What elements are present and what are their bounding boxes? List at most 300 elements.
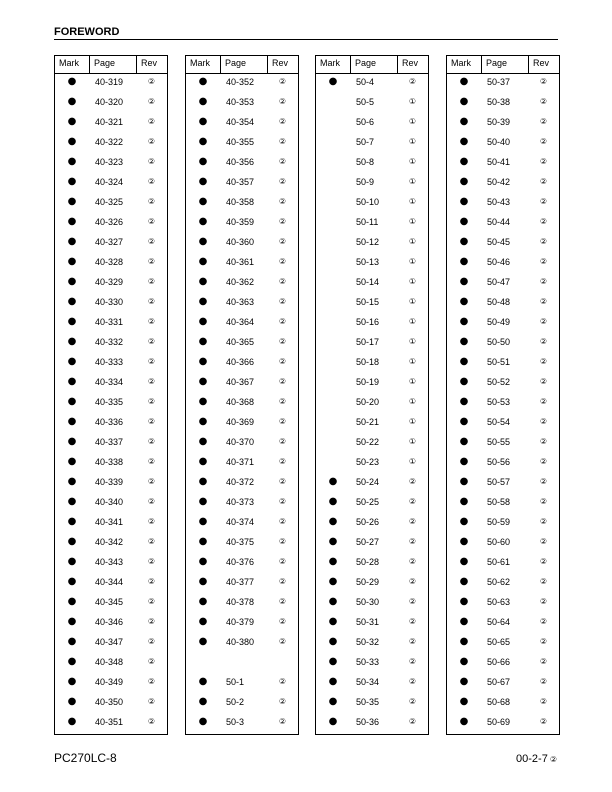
page-cell: 40-358 <box>226 197 255 207</box>
page-cell: 40-337 <box>95 437 124 447</box>
rev-cell: ② <box>278 317 287 326</box>
page-cell: 50-20 <box>356 397 380 407</box>
table-row <box>316 334 428 354</box>
table-row <box>316 114 428 134</box>
rev-cell: ① <box>408 277 417 286</box>
rev-cell: ② <box>278 297 287 306</box>
table-row <box>55 374 167 394</box>
rev-cell <box>267 654 298 674</box>
table-row <box>316 654 428 674</box>
mark-cell: ● <box>67 376 77 387</box>
page-cell: 40-343 <box>95 557 124 567</box>
page-cell: 50-12 <box>356 237 380 247</box>
column-header-page: Page <box>89 55 136 74</box>
table-row <box>55 334 167 354</box>
mark-cell: ● <box>67 336 77 347</box>
table-row <box>316 214 428 234</box>
rev-cell: ② <box>147 237 156 246</box>
table-row <box>316 434 428 454</box>
rev-cell: ① <box>408 337 417 346</box>
rev-cell: ② <box>408 537 417 546</box>
mark-cell: ● <box>328 656 338 667</box>
table-row <box>186 714 298 734</box>
table-body <box>185 74 299 735</box>
rev-cell: ② <box>278 697 287 706</box>
table-row <box>186 174 298 194</box>
mark-cell <box>316 294 350 314</box>
table-row <box>186 674 298 694</box>
mark-cell: ● <box>459 516 469 527</box>
page-cell: 50-9 <box>356 177 375 187</box>
table-row <box>447 234 559 254</box>
column-header-mark: Mark <box>185 55 220 74</box>
rev-cell: ② <box>147 397 156 406</box>
rev-cell: ① <box>408 457 417 466</box>
rev-cell: ② <box>147 197 156 206</box>
rev-cell: ② <box>539 277 548 286</box>
page-cell: 40-351 <box>95 717 124 727</box>
mark-cell: ● <box>67 116 77 127</box>
mark-cell: ● <box>459 196 469 207</box>
rev-cell: ② <box>278 637 287 646</box>
mark-cell: ● <box>67 356 77 367</box>
rev-cell: ① <box>408 417 417 426</box>
page-cell: 40-370 <box>226 437 255 447</box>
column-header-mark: Mark <box>54 55 89 74</box>
rev-cell: ② <box>539 477 548 486</box>
table-row <box>447 494 559 514</box>
mark-cell: ● <box>459 436 469 447</box>
rev-cell: ② <box>278 477 287 486</box>
mark-cell: ● <box>67 696 77 707</box>
page-cell: 40-377 <box>226 577 255 587</box>
table-row <box>55 614 167 634</box>
table-row <box>55 394 167 414</box>
table-row <box>316 474 428 494</box>
table-row <box>55 234 167 254</box>
rev-cell: ② <box>539 637 548 646</box>
mark-cell <box>316 154 350 174</box>
mark-cell: ● <box>459 176 469 187</box>
table-row <box>186 254 298 274</box>
page-cell: 50-4 <box>356 77 375 87</box>
mark-cell: ● <box>198 556 208 567</box>
rev-cell: ② <box>278 717 287 726</box>
page-cell <box>220 654 267 674</box>
page-cell: 50-55 <box>487 437 511 447</box>
rev-cell: ② <box>147 457 156 466</box>
rev-cell: ② <box>147 557 156 566</box>
table-row <box>186 514 298 534</box>
page-cell: 40-364 <box>226 317 255 327</box>
page-cell: 40-331 <box>95 317 124 327</box>
mark-cell: ● <box>459 576 469 587</box>
rev-cell: ② <box>539 77 548 86</box>
rev-cell: ① <box>408 397 417 406</box>
mark-cell: ● <box>67 136 77 147</box>
rev-cell: ② <box>278 217 287 226</box>
rev-cell: ② <box>278 77 287 86</box>
revision-table <box>185 55 299 735</box>
rev-cell: ② <box>539 617 548 626</box>
mark-cell: ● <box>328 616 338 627</box>
rev-cell: ② <box>278 677 287 686</box>
mark-cell: ● <box>198 536 208 547</box>
rev-cell: ② <box>147 337 156 346</box>
table-body <box>315 74 429 735</box>
page-cell: 50-62 <box>487 577 511 587</box>
table-row <box>447 334 559 354</box>
page-cell: 50-67 <box>487 677 511 687</box>
mark-cell <box>316 334 350 354</box>
table-row <box>186 394 298 414</box>
table-row <box>186 334 298 354</box>
rev-cell: ② <box>278 337 287 346</box>
mark-cell: ● <box>198 136 208 147</box>
mark-cell: ● <box>67 196 77 207</box>
table-row <box>186 114 298 134</box>
mark-cell: ● <box>67 656 77 667</box>
rev-cell: ② <box>278 257 287 266</box>
rev-cell: ② <box>147 97 156 106</box>
mark-cell <box>316 434 350 454</box>
page-cell: 50-3 <box>226 717 245 727</box>
mark-cell: ● <box>328 516 338 527</box>
page-cell: 40-344 <box>95 577 124 587</box>
page-cell: 40-341 <box>95 517 124 527</box>
rev-cell: ② <box>147 697 156 706</box>
table-row <box>316 74 428 94</box>
mark-cell <box>316 114 350 134</box>
page-cell: 50-38 <box>487 97 511 107</box>
mark-cell: ● <box>198 416 208 427</box>
page-cell: 40-340 <box>95 497 124 507</box>
mark-cell: ● <box>459 136 469 147</box>
rev-cell: ② <box>278 457 287 466</box>
page-cell: 50-50 <box>487 337 511 347</box>
mark-cell: ● <box>459 476 469 487</box>
mark-cell: ● <box>198 216 208 227</box>
page-cell: 50-41 <box>487 157 511 167</box>
page-cell: 40-319 <box>95 77 124 87</box>
page-cell: 40-357 <box>226 177 255 187</box>
rev-cell: ② <box>539 297 548 306</box>
page-cell: 50-18 <box>356 357 380 367</box>
rev-cell: ① <box>408 437 417 446</box>
mark-cell: ● <box>67 496 77 507</box>
rev-cell: ② <box>539 377 548 386</box>
rev-cell: ② <box>147 597 156 606</box>
page-cell: 40-366 <box>226 357 255 367</box>
mark-cell: ● <box>459 216 469 227</box>
mark-cell: ● <box>67 536 77 547</box>
rev-cell: ② <box>539 457 548 466</box>
table-row <box>316 354 428 374</box>
page-cell: 50-57 <box>487 477 511 487</box>
rev-cell: ② <box>539 97 548 106</box>
rev-cell: ② <box>539 577 548 586</box>
table-row <box>55 294 167 314</box>
mark-cell <box>316 214 350 234</box>
page-cell: 40-329 <box>95 277 124 287</box>
page-cell: 40-323 <box>95 157 124 167</box>
rev-cell: ② <box>539 437 548 446</box>
page-cell: 50-34 <box>356 677 380 687</box>
table-row <box>316 594 428 614</box>
rev-cell: ② <box>147 637 156 646</box>
mark-cell: ● <box>67 436 77 447</box>
mark-cell: ● <box>459 336 469 347</box>
rev-cell: ② <box>408 657 417 666</box>
rev-cell: ② <box>539 137 548 146</box>
page-cell: 50-11 <box>356 217 379 227</box>
table-row <box>186 654 298 674</box>
page-cell: 40-320 <box>95 97 124 107</box>
rev-cell: ② <box>408 477 417 486</box>
rev-cell: ② <box>147 417 156 426</box>
mark-cell: ● <box>67 96 77 107</box>
page-cell: 40-378 <box>226 597 255 607</box>
page-cell: 50-60 <box>487 537 511 547</box>
mark-cell: ● <box>328 716 338 727</box>
page-cell: 40-348 <box>95 657 124 667</box>
rev-cell: ② <box>539 197 548 206</box>
rev-cell: ② <box>539 597 548 606</box>
table-row <box>316 294 428 314</box>
table-row <box>55 474 167 494</box>
table-row <box>316 94 428 114</box>
rev-cell: ② <box>147 717 156 726</box>
rev-cell: ② <box>278 517 287 526</box>
page-cell: 50-6 <box>356 117 375 127</box>
table-header <box>315 55 429 74</box>
table-row <box>186 374 298 394</box>
page-cell: 40-326 <box>95 217 124 227</box>
table-row <box>447 94 559 114</box>
mark-cell: ● <box>328 476 338 487</box>
mark-cell: ● <box>198 376 208 387</box>
rev-cell: ② <box>278 237 287 246</box>
table-row <box>55 534 167 554</box>
table-row <box>316 454 428 474</box>
mark-cell: ● <box>459 396 469 407</box>
rev-cell: ② <box>539 397 548 406</box>
rev-cell: ② <box>408 617 417 626</box>
mark-cell: ● <box>459 496 469 507</box>
page-cell: 40-346 <box>95 617 124 627</box>
mark-cell <box>316 414 350 434</box>
table-row <box>447 674 559 694</box>
page-cell: 50-35 <box>356 697 380 707</box>
page-cell: 50-49 <box>487 317 511 327</box>
table-row <box>316 174 428 194</box>
table-row <box>55 694 167 714</box>
rev-cell: ② <box>147 497 156 506</box>
page-cell: 40-339 <box>95 477 124 487</box>
mark-cell <box>316 314 350 334</box>
table-row <box>186 314 298 334</box>
rev-cell: ② <box>539 417 548 426</box>
table-row <box>186 294 298 314</box>
rev-cell: ② <box>408 77 417 86</box>
mark-cell: ● <box>67 716 77 727</box>
mark-cell: ● <box>459 696 469 707</box>
table-row <box>316 394 428 414</box>
rev-cell: ② <box>278 277 287 286</box>
page-cell: 50-25 <box>356 497 380 507</box>
page-cell: 40-338 <box>95 457 124 467</box>
column-header-mark: Mark <box>446 55 481 74</box>
table-row <box>316 534 428 554</box>
rev-cell: ① <box>408 137 417 146</box>
page-cell: 50-27 <box>356 537 380 547</box>
page-cell: 50-59 <box>487 517 511 527</box>
page-cell: 40-322 <box>95 137 124 147</box>
table-row <box>447 474 559 494</box>
page-cell: 40-332 <box>95 337 124 347</box>
page-cell: 50-21 <box>356 417 380 427</box>
page-cell: 40-350 <box>95 697 124 707</box>
table-row <box>316 154 428 174</box>
footer-page-number <box>516 752 557 767</box>
mark-cell <box>316 234 350 254</box>
rev-cell: ② <box>278 537 287 546</box>
rev-cell: ② <box>147 357 156 366</box>
table-row <box>447 554 559 574</box>
rev-cell: ② <box>147 437 156 446</box>
mark-cell: ● <box>459 296 469 307</box>
mark-cell: ● <box>67 456 77 467</box>
table-row <box>186 494 298 514</box>
table-row <box>186 594 298 614</box>
rev-cell: ② <box>147 77 156 86</box>
rev-cell: ② <box>147 277 156 286</box>
mark-cell: ● <box>459 76 469 87</box>
rev-cell: ② <box>147 257 156 266</box>
rev-cell: ② <box>147 617 156 626</box>
page-cell: 50-54 <box>487 417 511 427</box>
rev-cell: ② <box>147 477 156 486</box>
mark-cell: ● <box>459 96 469 107</box>
table-row <box>186 694 298 714</box>
rev-cell: ② <box>539 677 548 686</box>
table-row <box>55 594 167 614</box>
page-cell: 40-342 <box>95 537 124 547</box>
table-row <box>447 714 559 734</box>
column-header-rev: Rev <box>397 55 429 74</box>
table-row <box>186 574 298 594</box>
mark-cell: ● <box>459 616 469 627</box>
mark-cell <box>316 274 350 294</box>
rev-cell: ② <box>278 157 287 166</box>
rev-cell: ② <box>278 617 287 626</box>
table-body <box>54 74 168 735</box>
mark-cell: ● <box>198 576 208 587</box>
mark-cell: ● <box>328 576 338 587</box>
rev-cell: ② <box>278 497 287 506</box>
table-row <box>447 314 559 334</box>
mark-cell: ● <box>198 496 208 507</box>
mark-cell: ● <box>198 156 208 167</box>
table-row <box>55 314 167 334</box>
table-row <box>447 154 559 174</box>
mark-cell: ● <box>459 536 469 547</box>
mark-cell: ● <box>67 596 77 607</box>
column-header-rev: Rev <box>136 55 168 74</box>
page-cell: 50-69 <box>487 717 511 727</box>
rev-cell: ② <box>408 637 417 646</box>
page-cell: 40-376 <box>226 557 255 567</box>
revision-table <box>54 55 168 735</box>
table-row <box>55 174 167 194</box>
page-cell: 40-354 <box>226 117 255 127</box>
page-cell: 40-369 <box>226 417 255 427</box>
mark-cell: ● <box>198 296 208 307</box>
table-row <box>55 114 167 134</box>
page-cell: 40-330 <box>95 297 124 307</box>
page-cell: 40-321 <box>95 117 124 127</box>
mark-cell: ● <box>198 96 208 107</box>
mark-cell: ● <box>198 636 208 647</box>
mark-cell: ● <box>328 496 338 507</box>
mark-cell: ● <box>459 456 469 467</box>
page-cell: 40-363 <box>226 297 255 307</box>
rev-cell: ① <box>408 377 417 386</box>
column-header-rev: Rev <box>528 55 560 74</box>
table-row <box>447 454 559 474</box>
rev-cell: ② <box>147 517 156 526</box>
table-row <box>447 434 559 454</box>
mark-cell: ● <box>67 256 77 267</box>
rev-cell: ① <box>408 177 417 186</box>
table-row <box>447 354 559 374</box>
page-cell: 50-10 <box>356 197 380 207</box>
mark-cell: ● <box>198 476 208 487</box>
revision-table <box>315 55 429 735</box>
table-row <box>316 494 428 514</box>
table-row <box>55 354 167 374</box>
mark-cell: ● <box>67 556 77 567</box>
table-row <box>55 554 167 574</box>
rev-cell: ② <box>539 117 548 126</box>
rev-cell: ② <box>147 537 156 546</box>
table-row <box>316 694 428 714</box>
table-row <box>186 274 298 294</box>
table-row <box>55 454 167 474</box>
rev-cell: ② <box>278 597 287 606</box>
table-row <box>186 434 298 454</box>
mark-cell: ● <box>328 676 338 687</box>
table-row <box>447 414 559 434</box>
rev-cell: ① <box>408 357 417 366</box>
page-cell: 50-5 <box>356 97 375 107</box>
table-row <box>55 494 167 514</box>
rev-cell: ② <box>278 97 287 106</box>
table-row <box>186 94 298 114</box>
table-row <box>447 594 559 614</box>
rev-cell: ② <box>278 137 287 146</box>
mark-cell <box>316 354 350 374</box>
rev-cell: ② <box>539 217 548 226</box>
table-row <box>55 94 167 114</box>
page-cell: 50-43 <box>487 197 511 207</box>
table-row <box>447 654 559 674</box>
rev-cell: ② <box>539 317 548 326</box>
table-row <box>447 574 559 594</box>
table-row <box>316 514 428 534</box>
mark-cell: ● <box>198 436 208 447</box>
rev-cell: ② <box>408 557 417 566</box>
